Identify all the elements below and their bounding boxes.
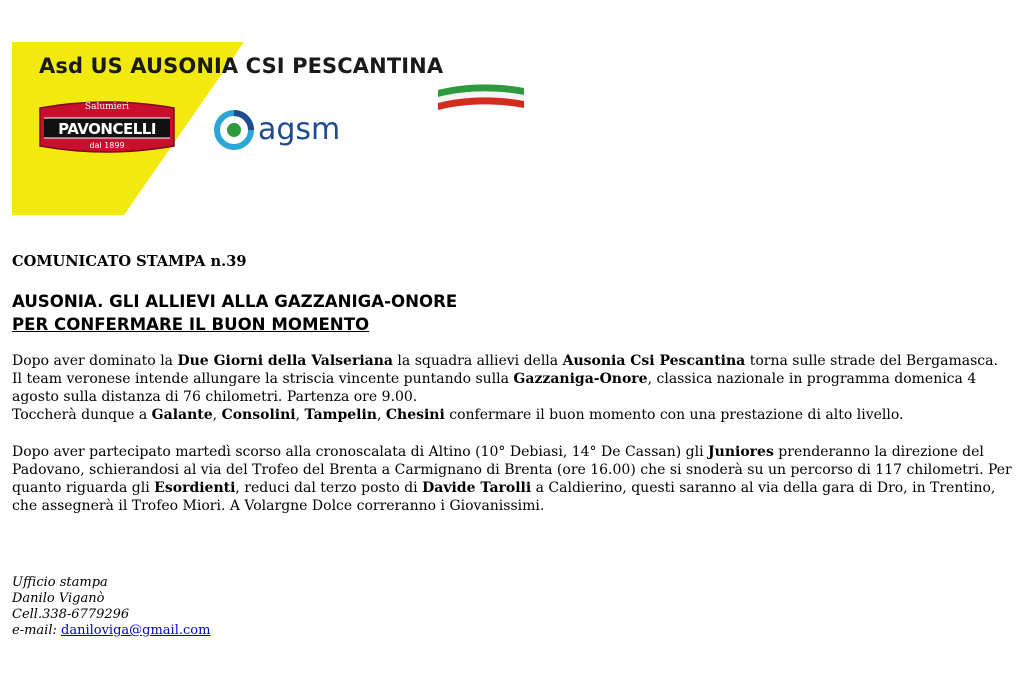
signature-name: Danilo Viganò xyxy=(12,591,105,606)
race-name: Gazzaniga-Onore xyxy=(513,371,648,387)
event-name: Due Giorni della Valseriana xyxy=(177,353,393,369)
rider-name: Chesini xyxy=(385,407,445,423)
headline xyxy=(12,290,457,336)
text: Dopo aver partecipato martedì scorso alla cronoscalata di Altino (10° Debiasi, 14° De Cassan) gli xyxy=(12,444,709,460)
text: Dopo aver dominato la xyxy=(12,353,178,369)
header-banner xyxy=(12,42,532,215)
text: , xyxy=(376,407,386,423)
agsm-mark-icon xyxy=(214,110,254,150)
category-name: Esordienti xyxy=(154,480,236,496)
text: , xyxy=(212,407,222,423)
paragraph-2 xyxy=(12,443,1020,515)
text: Il team veronese intende allungare la striscia vincente puntando sulla xyxy=(12,371,514,387)
text: , xyxy=(295,407,305,423)
rider-name: Tampelin xyxy=(304,407,377,423)
headline-line-2: PER CONFERMARE IL BUON MOMENTO xyxy=(12,315,370,334)
pavoncelli-logo xyxy=(34,98,180,156)
text: , classica nazionale in programma domenica 4 agosto sulla distanza di 76 chilometri. Partenza ore 9.00. xyxy=(12,371,977,405)
email-link[interactable]: daniloviga@gmail.com xyxy=(61,623,211,638)
press-release-number: COMUNICATO STAMPA n.39 xyxy=(12,253,247,270)
text: torna sulle strade del Bergamasca. xyxy=(745,353,998,369)
text: prenderanno la direzione del Padovano, schierandosi al via del Trofeo del Brenta a Carmignano di Brenta (ore 16.00) che si snoderà su un percorso di 117 chilometri. Per quanto riguarda gli xyxy=(12,444,1012,496)
agsm-logo xyxy=(214,108,364,152)
email-label: e-mail: xyxy=(12,623,61,638)
pavoncelli-name: PAVONCELLI xyxy=(58,120,156,138)
category-name: Juniores xyxy=(708,444,774,460)
italian-flag-ribbon-icon xyxy=(438,84,524,110)
signature-email-row xyxy=(12,623,210,639)
rider-name: Galante xyxy=(151,407,213,423)
text: la squadra allievi della xyxy=(392,353,563,369)
paragraph-1 xyxy=(12,352,1020,424)
rider-name: Davide Tarolli xyxy=(422,480,532,496)
signature-office: Ufficio stampa xyxy=(12,575,108,590)
pavoncelli-top-text: Salumieri xyxy=(84,102,130,112)
signature-block xyxy=(12,575,210,639)
signature-phone: Cell.338-6779296 xyxy=(12,607,130,622)
text: confermare il buon momento con una prestazione di alto livello. xyxy=(444,407,904,423)
pavoncelli-since: dal 1899 xyxy=(89,141,125,150)
club-name: Asd US AUSONIA CSI PESCANTINA xyxy=(39,54,444,78)
team-name: Ausonia Csi Pescantina xyxy=(562,353,746,369)
text: Toccherà dunque a xyxy=(12,407,152,423)
rider-name: Consolini xyxy=(221,407,296,423)
text: a Caldierino, questi saranno al via della gara di Dro, in Trentino, che assegnerà il Trofeo Miori. A Volargne Dolce correranno i Giovanissimi. xyxy=(12,480,996,514)
agsm-name: agsm xyxy=(258,112,341,147)
headline-line-1: AUSONIA. GLI ALLIEVI ALLA GAZZANIGA-ONORE xyxy=(12,292,458,311)
text: , reduci dal terzo posto di xyxy=(235,480,423,496)
